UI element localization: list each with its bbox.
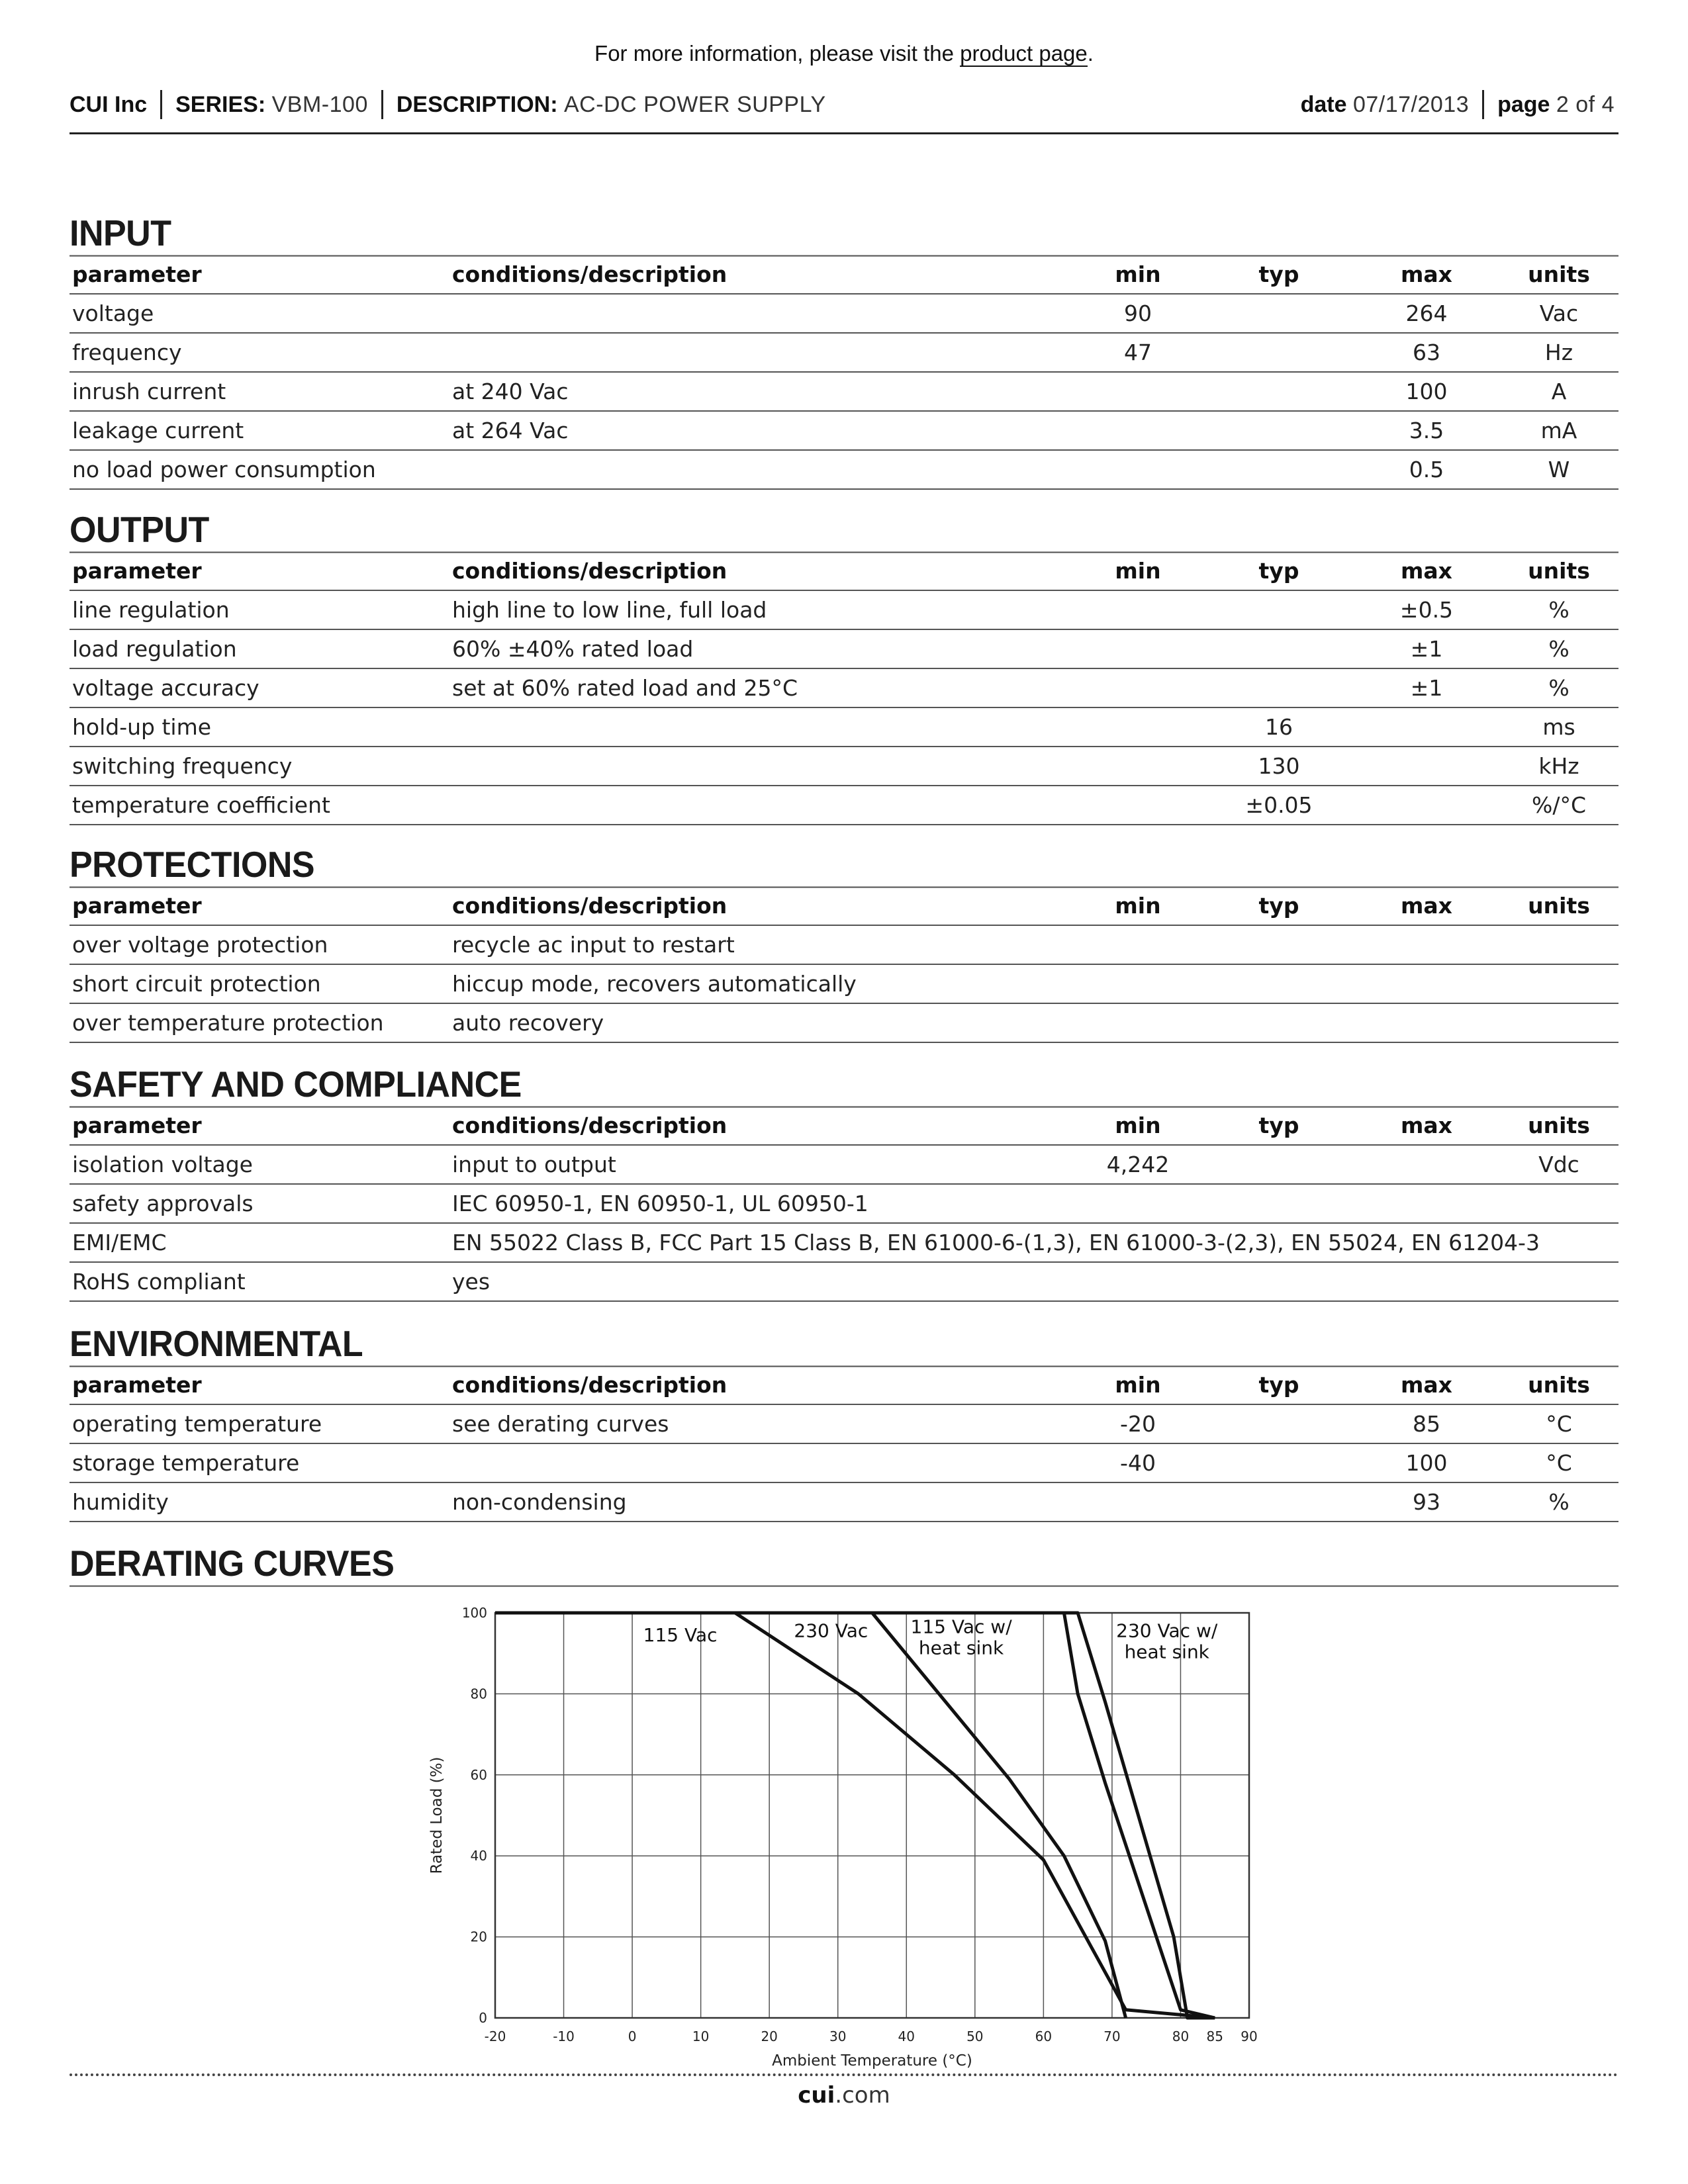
col-typ xyxy=(1204,1003,1354,1042)
section-title: SAFETY AND COMPLIANCE xyxy=(70,1063,1618,1107)
col-parameter: temperature coefficient xyxy=(70,786,449,825)
col-units-header: units xyxy=(1499,1366,1618,1404)
col-parameter: voltage xyxy=(70,294,449,333)
col-units xyxy=(1499,1184,1618,1223)
table-row xyxy=(70,1184,1618,1223)
col-max-header: max xyxy=(1354,1107,1499,1145)
col-conditions-header: conditions/description xyxy=(449,887,1072,925)
col-conditions: hiccup mode, recovers automatically xyxy=(449,964,1072,1003)
col-max-header: max xyxy=(1354,255,1499,294)
col-parameter: RoHS compliant xyxy=(70,1262,449,1301)
document-header xyxy=(70,87,1618,134)
table-row xyxy=(70,747,1618,786)
table-row xyxy=(70,590,1618,629)
col-units: A xyxy=(1499,372,1618,411)
col-units-header: units xyxy=(1499,255,1618,294)
description-value: AC-DC POWER SUPPLY xyxy=(564,91,826,117)
col-max xyxy=(1354,1184,1499,1223)
col-max: 264 xyxy=(1354,294,1499,333)
col-max: ±1 xyxy=(1354,629,1499,668)
col-parameter: short circuit protection xyxy=(70,964,449,1003)
table-header-row xyxy=(70,1366,1618,1404)
safety-section xyxy=(70,1064,1618,1302)
col-typ xyxy=(1204,1443,1354,1482)
col-typ xyxy=(1204,1145,1354,1184)
col-conditions: IEC 60950-1, EN 60950-1, UL 60950-1 xyxy=(449,1184,1072,1223)
x-tick-label: 20 xyxy=(761,2028,778,2044)
col-units: % xyxy=(1499,668,1618,707)
spec-table xyxy=(70,1107,1618,1302)
col-units: kHz xyxy=(1499,747,1618,786)
col-parameter: hold-up time xyxy=(70,707,449,747)
col-units: °C xyxy=(1499,1443,1618,1482)
col-max xyxy=(1354,925,1499,964)
spec-table xyxy=(70,1366,1618,1522)
col-max: 85 xyxy=(1354,1404,1499,1443)
col-conditions: set at 60% rated load and 25°C xyxy=(449,668,1072,707)
plot-frame xyxy=(495,1613,1249,2018)
col-conditions: at 264 Vac xyxy=(449,411,1072,450)
section-title: INPUT xyxy=(70,212,1618,256)
col-typ xyxy=(1204,1482,1354,1522)
y-tick-label: 40 xyxy=(470,1848,487,1864)
y-tick-label: 0 xyxy=(479,2010,487,2026)
col-min xyxy=(1072,1482,1204,1522)
col-typ-header: typ xyxy=(1204,255,1354,294)
col-parameter: frequency xyxy=(70,333,449,372)
col-typ: 130 xyxy=(1204,747,1354,786)
col-typ xyxy=(1204,1184,1354,1223)
col-max: 100 xyxy=(1354,372,1499,411)
col-min: 47 xyxy=(1072,333,1204,372)
table-row xyxy=(70,450,1618,489)
series-label: 230 Vac w/ xyxy=(1116,1619,1218,1642)
series-label: heat sink xyxy=(1124,1641,1209,1663)
col-min: -40 xyxy=(1072,1443,1204,1482)
section-title: ENVIRONMENTAL xyxy=(70,1322,1618,1367)
col-conditions xyxy=(449,786,1072,825)
table-header-row xyxy=(70,1107,1618,1145)
col-parameter: load regulation xyxy=(70,629,449,668)
x-tick-label: 90 xyxy=(1241,2028,1258,2044)
col-typ xyxy=(1204,964,1354,1003)
col-units xyxy=(1499,1262,1618,1301)
col-conditions xyxy=(449,747,1072,786)
col-conditions: yes xyxy=(449,1262,1072,1301)
col-parameter: inrush current xyxy=(70,372,449,411)
col-max xyxy=(1354,707,1499,747)
col-units: % xyxy=(1499,590,1618,629)
col-conditions-header: conditions/description xyxy=(449,552,1072,590)
col-units: W xyxy=(1499,450,1618,489)
spec-table xyxy=(70,887,1618,1043)
col-conditions: at 240 Vac xyxy=(449,372,1072,411)
col-min xyxy=(1072,450,1204,489)
product-page-link[interactable]: product page xyxy=(960,41,1088,66)
output-section xyxy=(70,510,1618,825)
col-max xyxy=(1354,1003,1499,1042)
col-conditions xyxy=(449,294,1072,333)
col-min-header: min xyxy=(1072,255,1204,294)
col-max: 3.5 xyxy=(1354,411,1499,450)
series-label: 115 Vac w/ xyxy=(910,1615,1012,1638)
col-units xyxy=(1499,964,1618,1003)
col-typ-header: typ xyxy=(1204,1366,1354,1404)
col-max xyxy=(1354,964,1499,1003)
col-min xyxy=(1072,964,1204,1003)
col-min xyxy=(1072,786,1204,825)
spec-table xyxy=(70,552,1618,825)
col-conditions xyxy=(449,707,1072,747)
col-parameter-header: parameter xyxy=(70,1107,449,1145)
x-axis-title: Ambient Temperature (°C) xyxy=(772,2052,972,2070)
col-units: mA xyxy=(1499,411,1618,450)
col-conditions: auto recovery xyxy=(449,1003,1072,1042)
col-units xyxy=(1499,1003,1618,1042)
col-conditions xyxy=(449,333,1072,372)
col-min xyxy=(1072,925,1204,964)
col-max: 93 xyxy=(1354,1482,1499,1522)
table-row xyxy=(70,1262,1618,1301)
col-typ xyxy=(1204,590,1354,629)
protections-section xyxy=(70,844,1618,1043)
col-max: 0.5 xyxy=(1354,450,1499,489)
col-parameter-header: parameter xyxy=(70,1366,449,1404)
col-typ xyxy=(1204,333,1354,372)
series-line xyxy=(495,1613,1215,2018)
input-section xyxy=(70,213,1618,490)
col-parameter-header: parameter xyxy=(70,552,449,590)
table-row xyxy=(70,1003,1618,1042)
col-min xyxy=(1072,668,1204,707)
col-units xyxy=(1499,925,1618,964)
col-parameter: switching frequency xyxy=(70,747,449,786)
col-max: 63 xyxy=(1354,333,1499,372)
col-units: °C xyxy=(1499,1404,1618,1443)
col-parameter: over temperature protection xyxy=(70,1003,449,1042)
company-name: CUI Inc xyxy=(70,91,148,117)
environmental-section xyxy=(70,1324,1618,1522)
col-parameter: line regulation xyxy=(70,590,449,629)
col-min xyxy=(1072,629,1204,668)
table-row xyxy=(70,786,1618,825)
col-min xyxy=(1072,707,1204,747)
chart-grid xyxy=(495,1613,1249,2018)
top-note-end: . xyxy=(1087,41,1094,66)
col-typ: ±0.05 xyxy=(1204,786,1354,825)
col-typ xyxy=(1204,925,1354,964)
x-tick-label: 80 xyxy=(1172,2028,1190,2044)
col-parameter: voltage accuracy xyxy=(70,668,449,707)
y-tick-label: 80 xyxy=(470,1686,487,1702)
col-units: Vdc xyxy=(1499,1145,1618,1184)
x-tick-label: -10 xyxy=(553,2028,575,2044)
col-units: % xyxy=(1499,629,1618,668)
col-typ xyxy=(1204,450,1354,489)
x-tick-label: -20 xyxy=(484,2028,506,2044)
date-value: 07/17/2013 xyxy=(1352,91,1470,117)
table-row xyxy=(70,668,1618,707)
col-min xyxy=(1072,590,1204,629)
col-parameter: isolation voltage xyxy=(70,1145,449,1184)
col-min xyxy=(1072,1003,1204,1042)
col-max xyxy=(1354,1145,1499,1184)
table-row xyxy=(70,1223,1618,1262)
col-max-header: max xyxy=(1354,1366,1499,1404)
table-row xyxy=(70,1482,1618,1522)
col-conditions: recycle ac input to restart xyxy=(449,925,1072,964)
x-tick-label: 60 xyxy=(1035,2028,1053,2044)
table-row xyxy=(70,294,1618,333)
col-min xyxy=(1072,747,1204,786)
y-tick-label: 100 xyxy=(461,1605,487,1621)
col-parameter-header: parameter xyxy=(70,255,449,294)
col-typ xyxy=(1204,372,1354,411)
page-label: page xyxy=(1497,91,1550,117)
header-divider xyxy=(1482,90,1484,119)
col-conditions: see derating curves xyxy=(449,1404,1072,1443)
series-line xyxy=(495,1613,1215,2018)
col-min: 4,242 xyxy=(1072,1145,1204,1184)
spec-table xyxy=(70,255,1618,490)
col-parameter: operating temperature xyxy=(70,1404,449,1443)
col-min-header: min xyxy=(1072,1366,1204,1404)
section-title: OUTPUT xyxy=(70,508,1618,553)
col-conditions-header: conditions/description xyxy=(449,1107,1072,1145)
table-row xyxy=(70,333,1618,372)
col-units-header: units xyxy=(1499,887,1618,925)
col-typ xyxy=(1204,629,1354,668)
col-max xyxy=(1354,786,1499,825)
x-tick-label: 50 xyxy=(966,2028,984,2044)
x-tick-label: 40 xyxy=(898,2028,915,2044)
col-parameter: humidity xyxy=(70,1482,449,1522)
col-typ-header: typ xyxy=(1204,552,1354,590)
x-tick-label: 10 xyxy=(692,2028,710,2044)
series-line xyxy=(495,1613,1126,2018)
top-note xyxy=(0,41,1688,66)
col-min-header: min xyxy=(1072,887,1204,925)
col-units: ms xyxy=(1499,707,1618,747)
col-min-header: min xyxy=(1072,1107,1204,1145)
series-label: SERIES: xyxy=(175,91,266,117)
col-units: Vac xyxy=(1499,294,1618,333)
date-label: date xyxy=(1300,91,1347,117)
y-axis-title: Rated Load (%) xyxy=(428,1756,445,1874)
col-max: ±0.5 xyxy=(1354,590,1499,629)
table-row xyxy=(70,411,1618,450)
table-header-row xyxy=(70,552,1618,590)
section-title: DERATING CURVES xyxy=(70,1542,1618,1586)
series-label: 115 Vac xyxy=(643,1623,718,1646)
header-divider xyxy=(160,90,162,119)
col-typ xyxy=(1204,1262,1354,1301)
x-tick-label: 0 xyxy=(628,2028,637,2044)
col-conditions: EN 55022 Class B, FCC Part 15 Class B, EN 61000-6-(1,3), EN 61000-3-(2,3), EN 55024, EN 61204-3 xyxy=(449,1223,1618,1262)
table-row xyxy=(70,1443,1618,1482)
col-parameter: over voltage protection xyxy=(70,925,449,964)
col-conditions: input to output xyxy=(449,1145,1072,1184)
col-min xyxy=(1072,372,1204,411)
col-units-header: units xyxy=(1499,1107,1618,1145)
col-max-header: max xyxy=(1354,887,1499,925)
table-row xyxy=(70,925,1618,964)
col-parameter: leakage current xyxy=(70,411,449,450)
col-conditions: high line to low line, full load xyxy=(449,590,1072,629)
col-typ xyxy=(1204,668,1354,707)
col-typ: 16 xyxy=(1204,707,1354,747)
col-conditions: non-condensing xyxy=(449,1482,1072,1522)
footer xyxy=(0,2082,1688,2109)
header-divider xyxy=(381,90,383,119)
col-typ xyxy=(1204,1404,1354,1443)
y-tick-label: 20 xyxy=(470,1929,487,1945)
footer-divider xyxy=(70,2073,1618,2076)
table-row xyxy=(70,1404,1618,1443)
page-value: 2 of 4 xyxy=(1556,91,1615,117)
series-label: 230 Vac xyxy=(794,1619,868,1642)
col-max-header: max xyxy=(1354,552,1499,590)
table-row xyxy=(70,372,1618,411)
col-typ-header: typ xyxy=(1204,1107,1354,1145)
series-value: VBM-100 xyxy=(271,91,368,117)
table-row xyxy=(70,629,1618,668)
col-units: % xyxy=(1499,1482,1618,1522)
col-typ-header: typ xyxy=(1204,887,1354,925)
chart-labels xyxy=(428,1605,1258,2070)
table-header-row xyxy=(70,887,1618,925)
section-title: PROTECTIONS xyxy=(70,843,1618,887)
col-parameter: storage temperature xyxy=(70,1443,449,1482)
chart-series xyxy=(495,1613,1215,2018)
col-conditions-header: conditions/description xyxy=(449,1366,1072,1404)
col-parameter-header: parameter xyxy=(70,887,449,925)
series-line xyxy=(495,1613,1215,2018)
x-tick-label: 30 xyxy=(829,2028,847,2044)
col-units-header: units xyxy=(1499,552,1618,590)
derating-section xyxy=(70,1543,1618,1586)
col-max xyxy=(1354,1262,1499,1301)
col-conditions: 60% ±40% rated load xyxy=(449,629,1072,668)
col-parameter: safety approvals xyxy=(70,1184,449,1223)
footer-domain: .com xyxy=(835,2082,890,2109)
col-parameter: EMI/EMC xyxy=(70,1223,449,1262)
col-max xyxy=(1354,747,1499,786)
col-max: 100 xyxy=(1354,1443,1499,1482)
col-min: -20 xyxy=(1072,1404,1204,1443)
top-note-text: For more information, please visit the xyxy=(594,41,961,66)
col-typ xyxy=(1204,294,1354,333)
col-conditions xyxy=(449,450,1072,489)
x-tick-label: 70 xyxy=(1103,2028,1121,2044)
col-min xyxy=(1072,411,1204,450)
col-min xyxy=(1072,1262,1204,1301)
description-label: DESCRIPTION: xyxy=(396,91,558,117)
y-tick-label: 60 xyxy=(470,1766,487,1783)
x-tick-label: 85 xyxy=(1206,2028,1223,2044)
col-conditions-header: conditions/description xyxy=(449,255,1072,294)
series-label: heat sink xyxy=(918,1637,1004,1659)
col-min xyxy=(1072,1184,1204,1223)
col-max: ±1 xyxy=(1354,668,1499,707)
table-row xyxy=(70,707,1618,747)
table-header-row xyxy=(70,255,1618,294)
footer-brand: cui xyxy=(798,2082,835,2109)
col-min-header: min xyxy=(1072,552,1204,590)
col-min: 90 xyxy=(1072,294,1204,333)
table-row xyxy=(70,1145,1618,1184)
table-row xyxy=(70,964,1618,1003)
col-parameter: no load power consumption xyxy=(70,450,449,489)
col-conditions xyxy=(449,1443,1072,1482)
col-units: Hz xyxy=(1499,333,1618,372)
col-typ xyxy=(1204,411,1354,450)
col-units: %/°C xyxy=(1499,786,1618,825)
